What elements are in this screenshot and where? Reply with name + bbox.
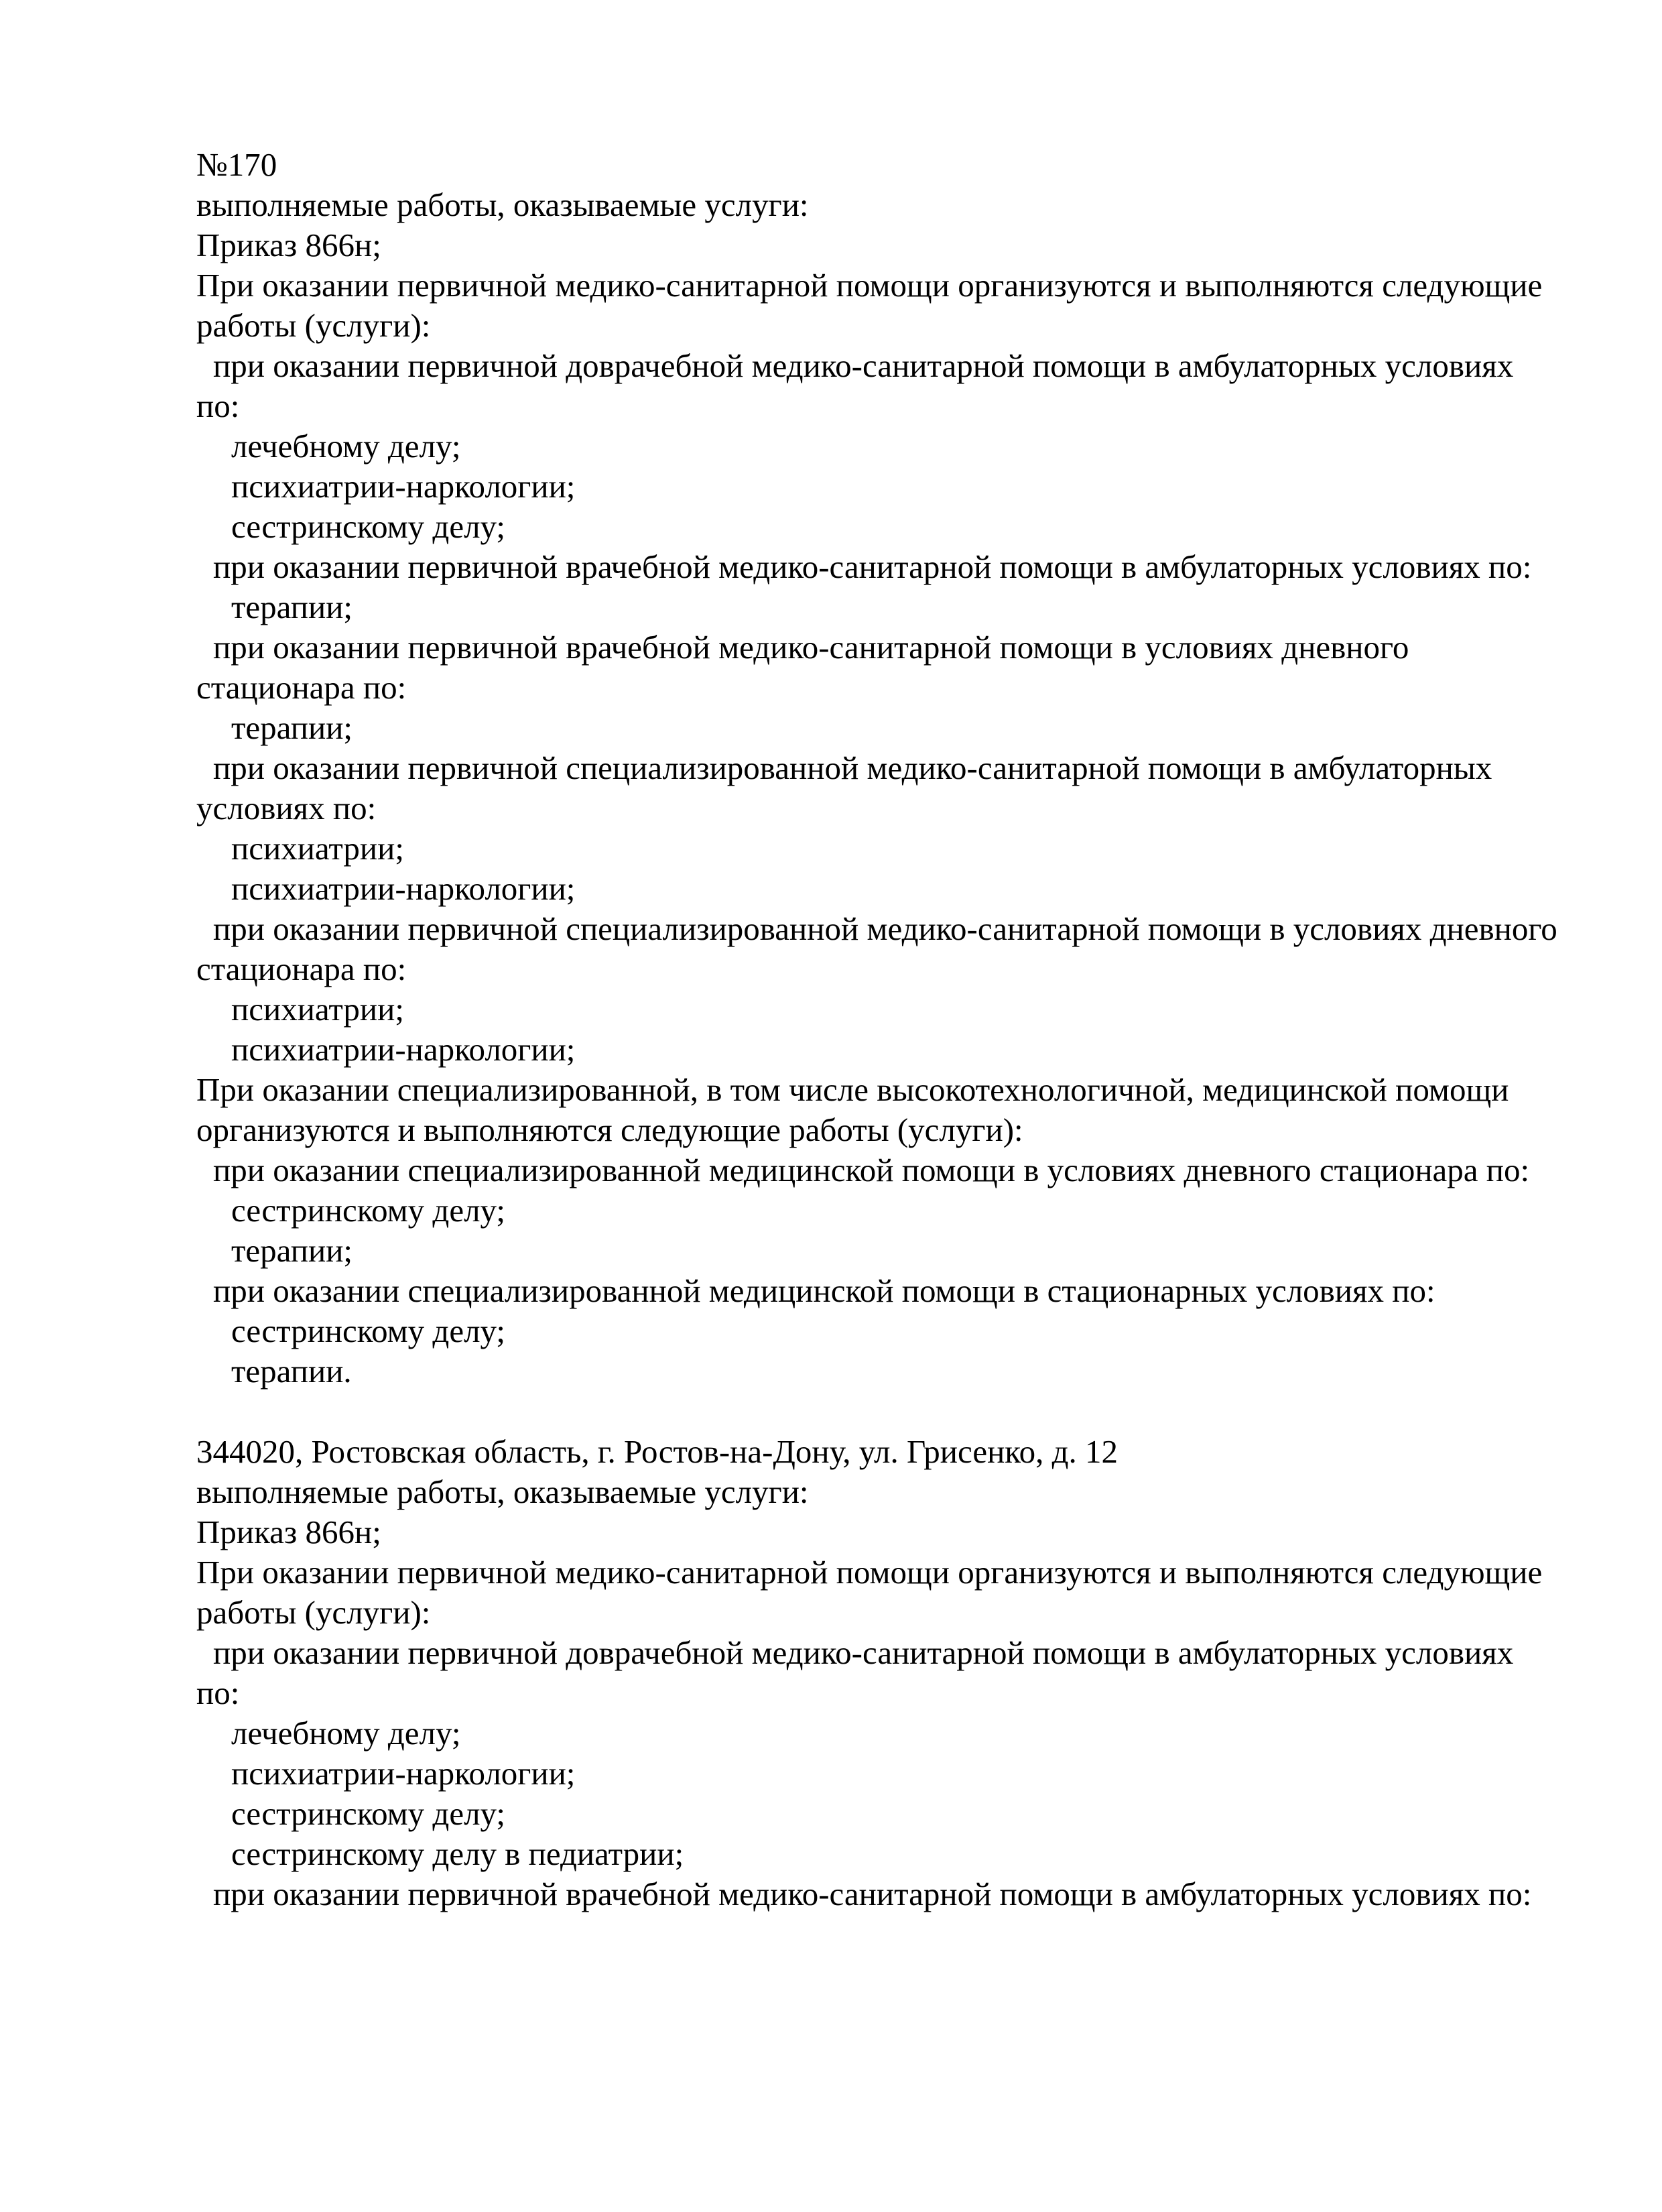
text-line: терапии;: [231, 709, 353, 746]
text-line: При оказании первичной медико-санитарной помощи организуются и выполняются следующие: [196, 1554, 1543, 1591]
text-line: сестринскому делу;: [231, 508, 506, 545]
text-line: по:: [196, 1674, 240, 1711]
text-line: терапии;: [231, 1232, 353, 1269]
text-line: при оказании первичной доврачебной медико-санитарной помощи в амбулаторных условиях: [213, 347, 1514, 384]
text-line: лечебному делу;: [231, 428, 461, 465]
text-line: сестринскому делу;: [231, 1795, 506, 1832]
license-works-block-grisenko-12: [196, 1432, 1557, 1914]
license-number: №170: [196, 146, 277, 183]
text-line: выполняемые работы, оказываемые услуги:: [196, 186, 809, 223]
text-line: психиатрии-наркологии;: [231, 1755, 576, 1792]
text-line: сестринскому делу;: [231, 1192, 506, 1229]
license-works-block-170: [196, 145, 1557, 1392]
text-line: психиатрии;: [231, 830, 404, 867]
text-line: при оказании первичной врачебной медико-санитарной помощи в амбулаторных условиях по:: [213, 1876, 1532, 1912]
text-line: терапии.: [231, 1353, 352, 1390]
text-line: стационара по:: [196, 669, 407, 706]
text-line: Приказ 866н;: [196, 1514, 381, 1550]
text-line: При оказании первичной медико-санитарной помощи организуются и выполняются следующие: [196, 267, 1543, 304]
text-line: по:: [196, 387, 240, 424]
text-line: сестринскому делу в педиатрии;: [231, 1835, 684, 1872]
text-line: при оказании первичной врачебной медико-санитарной помощи в амбулаторных условиях по:: [213, 548, 1532, 585]
text-line: психиатрии-наркологии;: [231, 870, 576, 907]
text-line: при оказании первичной специализированной медико-санитарной помощи в условиях дневного: [213, 910, 1557, 947]
text-line: условиях по:: [196, 790, 377, 826]
document-text: [196, 145, 1557, 1914]
text-line: лечебному делу;: [231, 1715, 461, 1752]
text-line: работы (услуги):: [196, 307, 431, 344]
text-line: терапии;: [231, 589, 353, 625]
text-line: при оказании специализированной медицинской помощи в условиях дневного стационара по:: [213, 1152, 1530, 1188]
text-line: психиатрии;: [231, 991, 404, 1028]
text-line: организуются и выполняются следующие работы (услуги):: [196, 1111, 1023, 1148]
text-line: выполняемые работы, оказываемые услуги:: [196, 1473, 809, 1510]
text-line: При оказании специализированной, в том числе высокотехнологичной, медицинской помощи: [196, 1071, 1509, 1108]
address-line: 344020, Ростовская область, г. Ростов-на-Дону, ул. Грисенко, д. 12: [196, 1433, 1118, 1470]
text-line: стационара по:: [196, 950, 407, 987]
text-line: при оказании первичной специализированной медико-санитарной помощи в амбулаторных: [213, 749, 1492, 786]
text-line: сестринскому делу;: [231, 1312, 506, 1349]
text-line: психиатрии-наркологии;: [231, 1031, 576, 1068]
text-line: при оказании специализированной медицинской помощи в стационарных условиях по:: [213, 1272, 1435, 1309]
text-line: работы (услуги):: [196, 1594, 431, 1631]
text-line: при оказании первичной врачебной медико-санитарной помощи в условиях дневного: [213, 629, 1409, 666]
text-line: при оказании первичной доврачебной медико-санитарной помощи в амбулаторных условиях: [213, 1634, 1514, 1671]
text-line: психиатрии-наркологии;: [231, 468, 576, 505]
text-line: Приказ 866н;: [196, 227, 381, 263]
